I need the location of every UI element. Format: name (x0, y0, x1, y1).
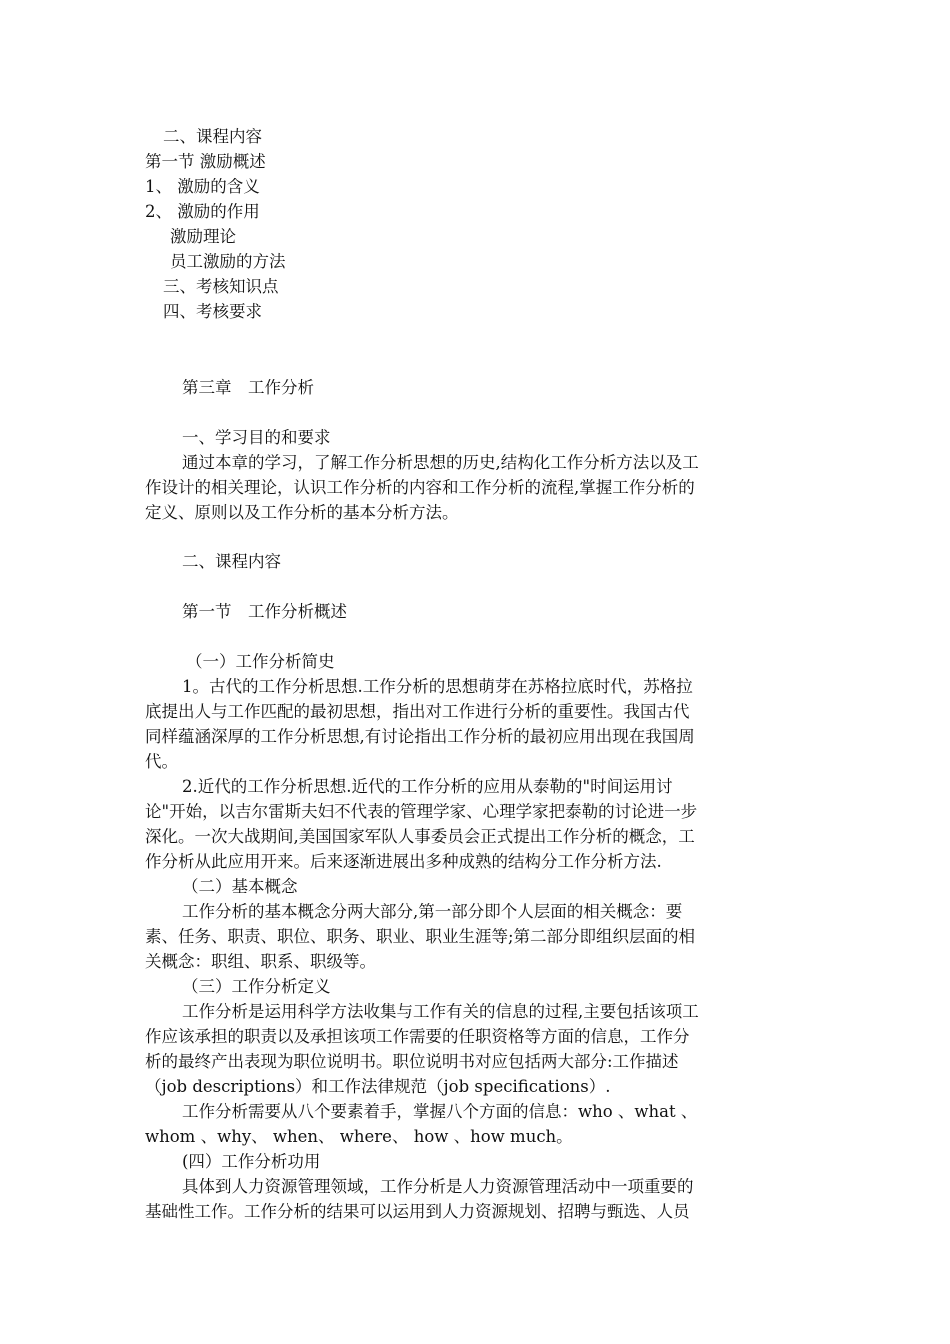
section-heading: 四、考核要求 (163, 302, 262, 321)
sub-heading: 第一节 工作分析概述 (182, 602, 347, 621)
paragraph-line: whom 、why、 when、 where、 how 、how much。 (145, 1127, 573, 1146)
paragraph-line: 代。 (145, 752, 178, 771)
paragraph-line: 工作分析的基本概念分两大部分,第一部分即个人层面的相关概念：要 (182, 902, 683, 921)
paragraph-line: 作应该承担的职责以及承担该项工作需要的任职资格等方面的信息，工作分 (145, 1027, 690, 1046)
section-heading: 二、课程内容 (163, 127, 262, 146)
sub-heading: （一）工作分析简史 (186, 652, 335, 671)
paragraph-line: 工作分析是运用科学方法收集与工作有关的信息的过程,主要包括该项工 (182, 1002, 699, 1021)
paragraph-line: 作设计的相关理论，认识工作分析的内容和工作分析的流程,掌握工作分析的 (145, 478, 695, 497)
paragraph-line: （job descriptions）和工作法律规范（job specifications）. (145, 1077, 611, 1096)
paragraph-line: 定义、原则以及工作分析的基本分析方法。 (145, 503, 459, 522)
paragraph-line: 底提出人与工作匹配的最初思想，指出对工作进行分析的重要性。我国古代 (145, 702, 690, 721)
paragraph-line: 作分析从此应用开来。后来逐渐进展出多种成熟的结构分工作分析方法. (145, 852, 662, 871)
paragraph-line: 析的最终产出表现为职位说明书。职位说明书对应包括两大部分:工作描述 (145, 1052, 679, 1071)
sub-heading: （二）基本概念 (182, 877, 298, 896)
paragraph-line: 通过本章的学习，了解工作分析思想的历史,结构化工作分析方法以及工 (182, 453, 699, 472)
paragraph-line: 2.近代的工作分析思想.近代的工作分析的应用从泰勒的"时间运用讨 (182, 777, 673, 796)
section-heading: 一、学习目的和要求 (182, 428, 331, 447)
paragraph-line: 同样蕴涵深厚的工作分析思想,有讨论指出工作分析的最初应用出现在我国周 (145, 727, 695, 746)
paragraph-line: 论"开始，以吉尔雷斯夫妇不代表的管理学家、心理学家把泰勒的讨论进一步 (145, 802, 698, 821)
list-item: 2、 激励的作用 (145, 202, 260, 221)
paragraph-line: 具体到人力资源管理领域，工作分析是人力资源管理活动中一项重要的 (182, 1177, 694, 1196)
section-heading: 二、课程内容 (182, 552, 281, 571)
paragraph-line: 关概念：职组、职系、职级等。 (145, 952, 376, 971)
section-heading: 三、考核知识点 (163, 277, 279, 296)
paragraph-line: 1。古代的工作分析思想.工作分析的思想萌芽在苏格拉底时代，苏格拉 (182, 677, 693, 696)
paragraph-line: 基础性工作。工作分析的结果可以运用到人力资源规划、招聘与甄选、人员 (145, 1202, 690, 1221)
sub-heading: 第一节 激励概述 (145, 152, 266, 171)
chapter-title: 第三章 工作分析 (182, 378, 314, 397)
sub-heading: (四）工作分析功用 (182, 1152, 321, 1171)
paragraph-line: 素、任务、职责、职位、职务、职业、职业生涯等;第二部分即组织层面的相 (145, 927, 696, 946)
paragraph-line: 工作分析需要从八个要素着手，掌握八个方面的信息：who 、what 、 (182, 1102, 698, 1121)
list-item: 1、 激励的含义 (145, 177, 260, 196)
sub-heading: （三）工作分析定义 (182, 977, 331, 996)
list-item: 员工激励的方法 (170, 252, 286, 271)
paragraph-line: 深化。一次大战期间,美国国家军队人事委员会正式提出工作分析的概念，工 (145, 827, 695, 846)
list-item: 激励理论 (170, 227, 236, 246)
